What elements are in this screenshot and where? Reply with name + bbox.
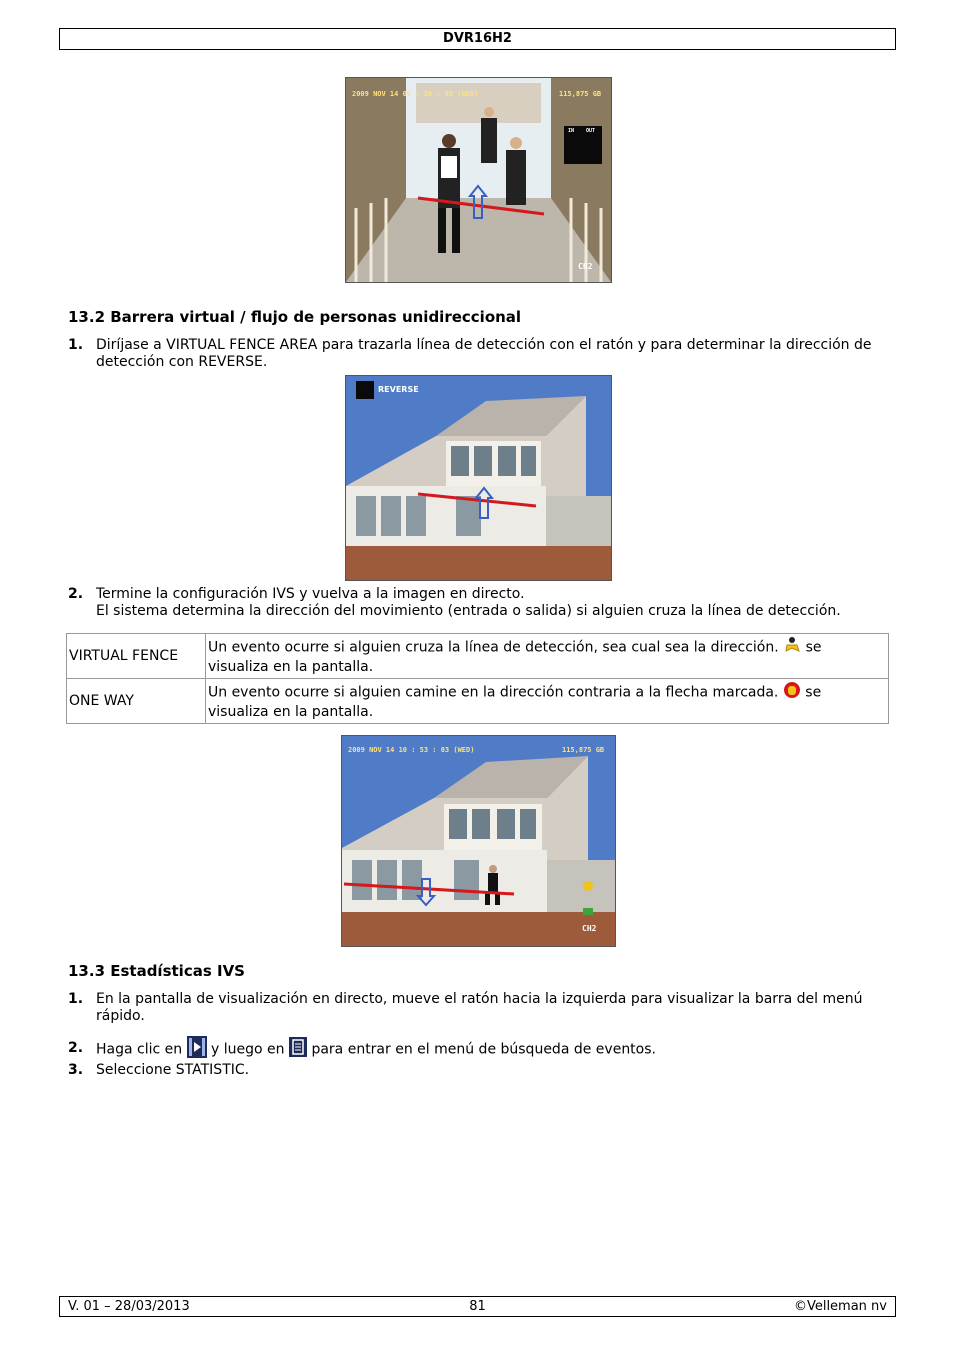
ivs-camera-image-live	[341, 735, 616, 947]
corridor-scene	[346, 78, 611, 282]
section-heading-13-3: 13.3 Estadísticas IVS	[68, 962, 245, 980]
list-item	[68, 1036, 888, 1060]
table-cell-mode: VIRTUAL FENCE	[67, 634, 206, 679]
list-item	[68, 586, 888, 620]
list-item	[68, 337, 888, 371]
step-text: En la pantalla de visualización en directo, mueve el ratón hacia la izquierda para visualizar la barra del menú rápido.	[96, 991, 863, 1024]
list-item	[68, 1062, 888, 1080]
ivs-camera-image-reverse	[345, 375, 612, 581]
table-row	[67, 634, 889, 679]
osd-disk-size: 115,875 GB	[559, 90, 602, 98]
video-search-icon	[187, 1036, 207, 1063]
step-text	[96, 586, 888, 620]
osd-datetime: 2009 NOV 14 10 : 53 : 03 (WED)	[348, 746, 475, 754]
footer-copyright: ©Velleman nv	[793, 1299, 887, 1314]
description-text: Un evento ocurre si alguien camine en la dirección contraria a la flecha marcada.	[208, 684, 779, 701]
step-number: 1.	[68, 337, 84, 353]
step-text: Seleccione STATISTIC.	[96, 1062, 250, 1078]
step-text-part: y luego en	[211, 1041, 285, 1058]
description-text: se visualiza en la pantalla.	[208, 639, 822, 675]
step-number: 3.	[68, 1062, 84, 1078]
ivs-mode-table	[66, 633, 889, 724]
list-item	[68, 991, 888, 1025]
step-text-part: para entrar en el menú de búsqueda de eventos.	[311, 1041, 656, 1058]
footer-version: V. 01 – 28/03/2013	[68, 1299, 190, 1314]
table-cell-mode: ONE WAY	[67, 679, 206, 724]
osd-disk-size: 115,875 GB	[562, 746, 605, 754]
footer-page-number: 81	[469, 1299, 486, 1314]
description-text: Un evento ocurre si alguien cruza la línea de detección, sea cual sea la dirección.	[208, 639, 779, 656]
step-text	[96, 1036, 888, 1063]
osd-channel: CH2	[578, 262, 593, 271]
building-scene	[346, 376, 611, 580]
osd-stats-out: OUT	[586, 128, 596, 134]
page-footer	[59, 1296, 896, 1317]
table-row	[67, 679, 889, 724]
document-title: DVR16H2	[443, 31, 512, 46]
osd-datetime: 2009 NOV 14 05 : 30 : 03 (WED)	[352, 90, 479, 98]
reverse-button: REVERSE	[378, 385, 419, 394]
page-header	[59, 28, 896, 50]
table-cell-description	[206, 679, 889, 724]
step-number: 1.	[68, 991, 84, 1007]
step-text-line2: El sistema determina la dirección del movimiento (entrada o salida) si alguien cruza la línea de detección.	[96, 603, 841, 619]
step-text-part: Haga clic en	[96, 1041, 183, 1058]
building-live-scene	[342, 736, 615, 946]
running-man-icon	[783, 636, 801, 659]
stop-hand-icon	[783, 681, 801, 704]
section-heading-13-2: 13.2 Barrera virtual / flujo de personas unidireccional	[68, 308, 522, 326]
step-number: 2.	[68, 1040, 84, 1056]
step-text-line1: Termine la configuración IVS y vuelva a la imagen en directo.	[96, 586, 525, 602]
description-text: se visualiza en la pantalla.	[208, 684, 822, 720]
step-number: 2.	[68, 586, 84, 602]
osd-stats-in: IN	[568, 128, 575, 134]
event-list-icon	[289, 1037, 307, 1062]
step-text: Diríjase a VIRTUAL FENCE AREA para trazarla línea de detección con el ratón y para determinar la dirección de detección con REVERSE.	[96, 337, 872, 370]
table-cell-description	[206, 634, 889, 679]
ivs-camera-image-corridor	[345, 77, 612, 283]
osd-channel: CH2	[582, 924, 597, 933]
